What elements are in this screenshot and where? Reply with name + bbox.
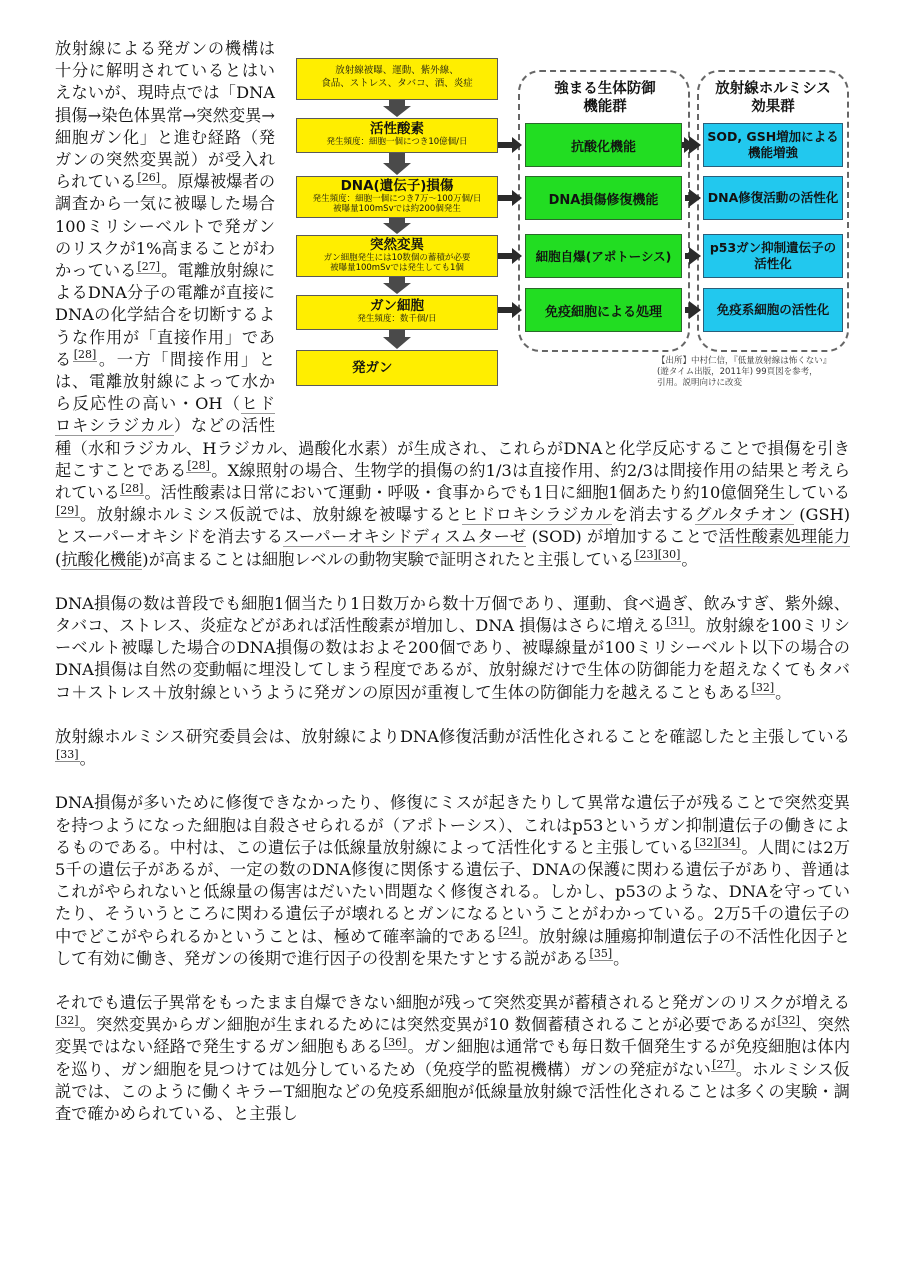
defense-title-line-2: 機能群 [583, 99, 627, 115]
citation-35[interactable]: [35] [589, 947, 613, 961]
source-line-1: 【出所】中村仁信，『低量放射線は怖くない』 [657, 356, 832, 366]
chain-arrows [377, 38, 417, 430]
p1-text-f: 。X線照射の場合、生物学的損傷の約1/3は直接作用、約2/3は間接作用の結果と考えられている [55, 460, 851, 503]
citation-24[interactable]: [24] [498, 925, 522, 939]
mutation-title: 突然変異 [370, 237, 424, 253]
source-line-3: 引用。説明向けに改変 [657, 378, 743, 388]
defense-title-line-1: 強まる生体防御 [554, 81, 656, 97]
p1-text-a: 放射線による発ガンの機構は十分に解明されているとはいえないが、現時点では「DNA損傷→染色体異常→突然変異→細胞ガン化」と進む経路（発ガンの突然変異説）が受入れられている [55, 39, 275, 192]
p1-text-j: (GSH) とスーパーオキシドを消去する [55, 505, 851, 547]
cancer-cell-sub: 発生頻度：数千個/日 [357, 314, 437, 324]
citation-31[interactable]: [31] [665, 614, 689, 628]
hydroxyl-radical-link[interactable]: ヒドロキシラジカル [462, 505, 613, 525]
hormesis-column-title [699, 80, 847, 116]
p1-text-g: 。活性酸素は日常において運動・呼吸・食事からでも1日に細胞1個あたり約10億個発生している [144, 483, 850, 503]
citation-33[interactable]: [33] [56, 747, 79, 761]
apoptosis-label: 細胞自爆(アポトーシス) [535, 249, 672, 264]
citation-27[interactable]: [27] [712, 1058, 735, 1072]
hydroxyl-radical-link[interactable]: ヒドロキシラジカル [55, 394, 276, 436]
mutation-sub: ガン細胞発生には10数個の蓄積が必要 [323, 253, 471, 263]
p5-text-c: 、突然変異ではない経路で発生するガン細胞もある [55, 1015, 850, 1057]
citation-32[interactable]: [32] [56, 1013, 79, 1027]
p4-text-b: 。人間には2万5千の遺伝子があるが、一定の数のDNA修復に関係する遺伝子、DNAの保護に関わる遺伝子があり、普通はこれがやられないと低線量の傷害はだいたい問題なく修復される。しかし、p53のような、DNAを守っていたり、そういうところに関わる遺伝子が壊れるとガンになるということがわかっている。2万5千の遺伝子の中でどこがやられるかということは、極めて確率論的である [55, 837, 850, 946]
p4-text-c: 。放射線は腫瘍抑制遺伝子の不活性化因子として有効に働き、発ガンの後期で進行因子の役割を果たすとする説がある [55, 926, 851, 968]
citation-32[interactable]: [32] [777, 1013, 800, 1027]
sod-link[interactable]: スーパーオキシドディスムターゼ [283, 527, 527, 547]
p53-activation-label: p53ガン抑制遺伝子の活性化 [709, 240, 837, 271]
citation-29[interactable]: [29] [56, 503, 79, 517]
hormesis-title-line-1: 放射線ホルミシス [715, 81, 831, 97]
citation-28[interactable]: [28] [73, 348, 97, 362]
carcinogenesis-figure [285, 38, 850, 430]
p4-text-a: DNA損傷が多いために修復できなかったり、修復にミスが起きたりして異常な遺伝子が残ることで突然変異を持つようになった細胞は自殺させられるが（アポトーシス）、これはp53というガン抑制遺伝子の働きによるものである。中村は、この遺伝子は低線量放射線によって活性化すると主張している [55, 793, 850, 857]
p3-text-a: 放射線ホルミシス研究委員会は、放射線によりDNA修復活動が活性化されることを確認したと主張している [55, 726, 850, 746]
immune-cell-label: 免疫細胞による処理 [544, 304, 662, 320]
paragraph-5 [55, 992, 850, 1125]
antioxidant-link[interactable]: 抗酸化機能 [61, 549, 143, 569]
p2-text-c: 。 [775, 682, 792, 702]
dna-repair-activation-label: DNA修復活動の活性化 [707, 190, 839, 205]
dna-repair-label: DNA損傷修復機能 [548, 192, 659, 208]
cause-line-1: 放射線被曝、運動、紫外線、 [335, 65, 459, 76]
p1-text-c: 。電離放射線によるDNA分子の電離が直接にDNAの化学結合を切断するような作用が「直接作用」である [55, 261, 276, 369]
citation-32[interactable]: [32] [751, 681, 775, 695]
mutation-sub2: 被曝量100mSvでは発生しても1個 [330, 263, 464, 273]
citation-36[interactable]: [36] [383, 1035, 407, 1049]
citation-23-30[interactable]: [23][30] [635, 548, 681, 562]
intro-section [55, 38, 850, 571]
p5-text-a: それでも遺伝子異常をもったまま自爆できない細胞が残って突然変異が蓄積されると発ガンのリスクが増える [55, 992, 850, 1012]
glutathione-link[interactable]: グルタチオン [695, 505, 794, 525]
p1-text-b: 。原爆被爆者の調査から一気に被曝した場合100ミリシーベルトで発ガンのリスクが1%高まることがわかっている [55, 172, 276, 281]
ros-capacity-link[interactable]: 活性酸素処理能力 [718, 527, 851, 547]
cancer-cell-title: ガン細胞 [370, 298, 424, 314]
dna-repair-activation-box [703, 176, 843, 220]
cause-line-2: 食品、ストレス、タバコ、酒、炎症 [321, 78, 473, 89]
p5-text-e: 。ホルミシス仮説では、このように働くキラーT細胞などの免疫系細胞が低線量放射線で活性化されることは多くの実験・調査で確かめられている、と主張し [55, 1059, 850, 1123]
sod-gsh-label: SOD, GSH増加による機能増強 [707, 129, 839, 160]
paragraph-3 [55, 726, 850, 770]
p1-text-d: 。一方「間接作用」とは、電離放射線によって水から反応性の高い・OH（ [55, 349, 276, 414]
citation-27[interactable]: [27] [137, 259, 161, 273]
citation-28[interactable]: [28] [187, 459, 210, 473]
p5-text-b: 。突然変異からガン細胞が生まれるためには突然変異が10 数個蓄積されることが必要であるが [79, 1015, 777, 1035]
dna-damage-sub2: 被曝量100mSvでは約200個発生 [333, 204, 461, 214]
figure-source [657, 356, 847, 389]
p1-text-k: (SOD) が増加することで [526, 527, 719, 547]
paragraph-4 [55, 792, 850, 970]
p1-text-e: ）などの活性種（水和ラジカル、Hラジカル、過酸化水素）が生成され、これらがDNAと化学反応することで損傷を引き起こすことである [55, 416, 850, 480]
p1-text-i: を消去する [612, 505, 696, 525]
p5-text-d: 。ガン細胞は通常でも毎日数千個発生するが免疫細胞は体内を巡り、ガン細胞を見つけては処分しているため（免疫学的監視機構）ガンの発症がない [55, 1037, 851, 1079]
immune-cell-box [525, 288, 682, 332]
p1-text-m: )が高まることは細胞レベルの動物実験で証明されたと主張している [142, 549, 635, 569]
reactive-oxygen-sub: 発生頻度：細胞一個につき10億個/日 [326, 137, 468, 147]
dna-damage-sub: 発生頻度：細胞一個につき7万～100万個/日 [312, 194, 482, 204]
antioxidant-box [525, 123, 682, 167]
immune-activation-label: 免疫系細胞の活性化 [716, 302, 830, 317]
paragraph-2 [55, 593, 850, 704]
immune-activation-box [703, 288, 843, 332]
citation-32-34[interactable]: [32][34] [695, 836, 741, 850]
source-line-2: (遊タイム出版，2011年) 99頁図を参考， [657, 367, 818, 377]
carcinogenesis-title: 発ガン [352, 359, 393, 376]
p3-text-b: 。 [79, 749, 96, 769]
citation-26[interactable]: [26] [137, 170, 161, 184]
p2-text-a: DNA損傷の数は普段でも細胞1個当たり1日数万から数十万個であり、運動、食べ過ぎ、飲みすぎ、紫外線、タバコ、ストレス、炎症などがあれば活性酸素が増加し、DNA 損傷はさらに増える [55, 593, 850, 636]
p4-text-d: 。 [613, 948, 630, 968]
p1-text-h: 。放射線ホルミシス仮説では、放射線を被曝すると [79, 505, 463, 525]
defense-column-title [525, 80, 685, 116]
p2-text-b: 。放射線を100ミリシーベルト被曝した場合のDNA損傷の数はおよそ200個であり、被曝線量が100ミリシーベルト以下の場合のDNA損傷は自然の変動幅に埋没してしまう程度であるが、放射線だけで生体の防御能力を超えなくてもタバコ＋ストレス＋放射線というように発ガンの原因が重複して生体の防御能力を越えることもある [55, 616, 850, 702]
hormesis-title-line-2: 効果群 [751, 99, 795, 115]
p1-text-n: 。 [681, 549, 698, 569]
p53-activation-box [703, 234, 843, 278]
dna-damage-title: DNA(遺伝子)損傷 [340, 178, 454, 194]
sod-gsh-box [703, 123, 843, 167]
antioxidant-label: 抗酸化機能 [570, 139, 636, 155]
p1-text-l: ( [55, 549, 62, 569]
reactive-oxygen-title: 活性酸素 [370, 121, 424, 137]
apoptosis-box [525, 234, 682, 278]
citation-28[interactable]: [28] [120, 481, 144, 495]
dna-repair-box [525, 176, 682, 220]
article-body [55, 38, 850, 1147]
